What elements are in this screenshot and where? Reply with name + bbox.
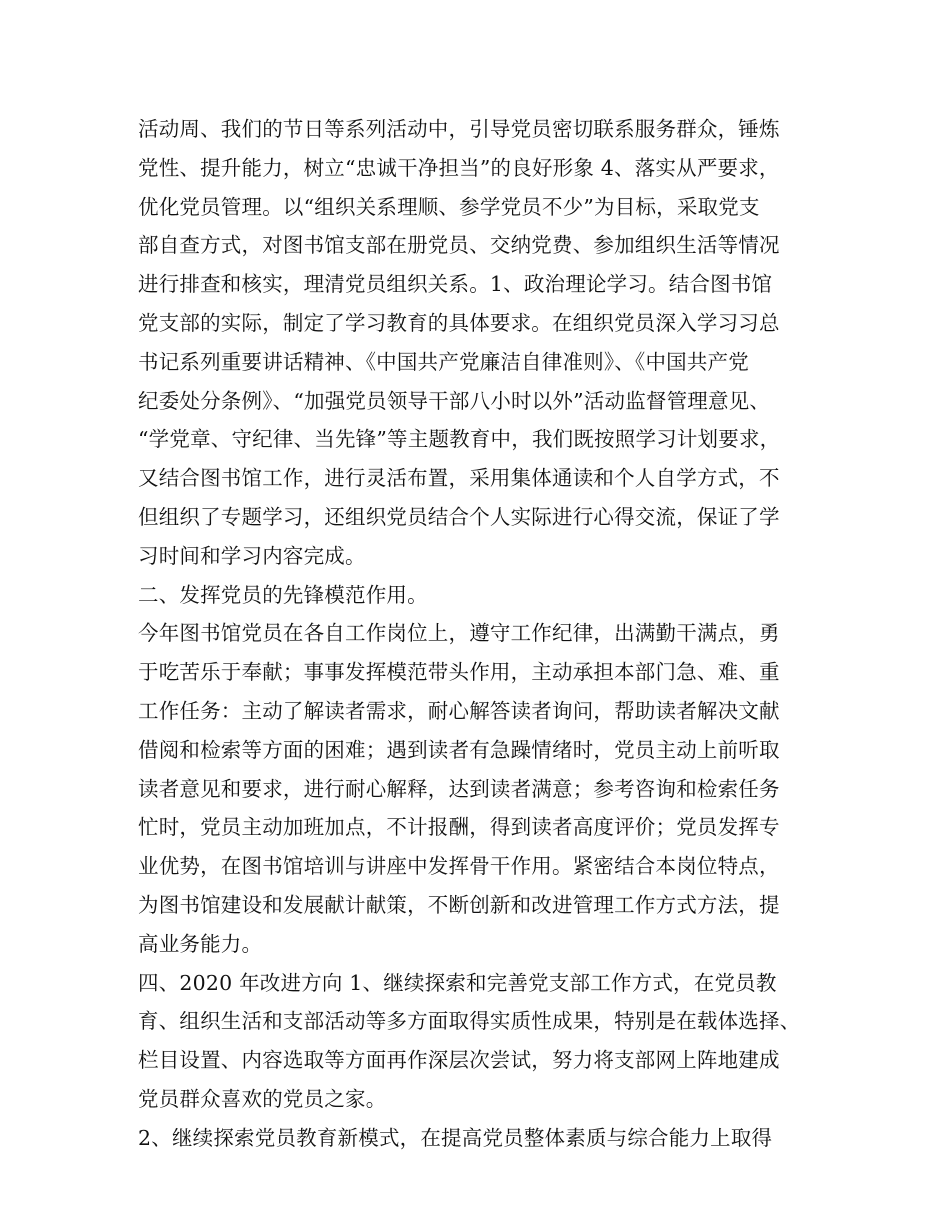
section-heading: 二、发挥党员的先锋模范作用。: [138, 582, 428, 607]
text-line: 又结合图书馆工作，进行灵活布置，采用集体通读和个人自学方式，不: [138, 466, 780, 491]
text-line: 栏目设置、内容选取等方面再作深层次尝试，努力将支部网上阵地建成: [138, 1048, 780, 1073]
text-line: 书记系列重要讲话精神、《中国共产党廉洁自律准则》、《中国共产党: [138, 349, 749, 374]
text-line: 2、继续探索党员教育新模式，在提高党员整体素质与综合能力上取得: [138, 1125, 773, 1150]
text-line: 部自查方式，对图书馆支部在册党员、交纳党费、参加组织生活等情况: [138, 233, 780, 258]
text-line: 于吃苦乐于奉献；事事发挥模范带头作用，主动承担本部门急、难、重: [138, 660, 780, 685]
text-line: 但组织了专题学习，还组织党员结合个人实际进行心得交流，保证了学: [138, 504, 780, 529]
text-line: 为图书馆建设和发展献计献策，不断创新和改进管理工作方式方法，提: [138, 892, 780, 917]
text-line: 工作任务：主动了解读者需求，耐心解答读者询问，帮助读者解决文献: [138, 698, 780, 723]
document-body: [138, 110, 818, 1158]
text-line: 忙时，党员主动加班加点，不计报酬，得到读者高度评价；党员发挥专: [138, 815, 780, 840]
text-line: 活动周、我们的节日等系列活动中，引导党员密切联系服务群众，锤炼: [138, 117, 780, 141]
text-line: 读者意见和要求，进行耐心解释，达到读者满意；参考咨询和检索任务: [138, 776, 780, 801]
text-line: 借阅和检索等方面的困难；遇到读者有急躁情绪时，党员主动上前听取: [138, 737, 780, 762]
text-line: 党支部的实际，制定了学习教育的具体要求。在组织党员深入学习习总: [138, 310, 780, 335]
text-line: “学党章、守纪律、当先锋”等主题教育中，我们既按照学习计划要求，: [138, 427, 781, 452]
text-line: 业优势，在图书馆培训与讲座中发挥骨干作用。紧密结合本岗位特点，: [138, 854, 780, 879]
text-line: 今年图书馆党员在各自工作岗位上，遵守工作纪律，出满勤干满点，勇: [138, 621, 780, 646]
text-line: 党性、提升能力，树立“忠诚干净担当”的良好形象 4、落实从严要求，: [138, 155, 780, 180]
text-line: 优化党员管理。以“组织关系理顺、参学党员不少”为目标，采取党支: [138, 194, 760, 219]
text-line: 育、组织生活和支部活动等多方面取得实质性成果，特别是在载体选择、: [138, 1009, 801, 1034]
text-line: 党员群众喜欢的党员之家。: [138, 1086, 387, 1111]
text-line: 高业务能力。: [138, 931, 263, 956]
text-line: 习时间和学习内容完成。: [138, 543, 366, 568]
text-line: 进行排查和核实，理清党员组织关系。1、政治理论学习。结合图书馆: [138, 272, 773, 297]
section-heading: 四、2020 年改进方向 1、继续探索和完善党支部工作方式，在党员教: [138, 970, 777, 995]
text-line: 纪委处分条例》、“加强党员领导干部八小时以外”活动监督管理意见、: [138, 388, 771, 413]
